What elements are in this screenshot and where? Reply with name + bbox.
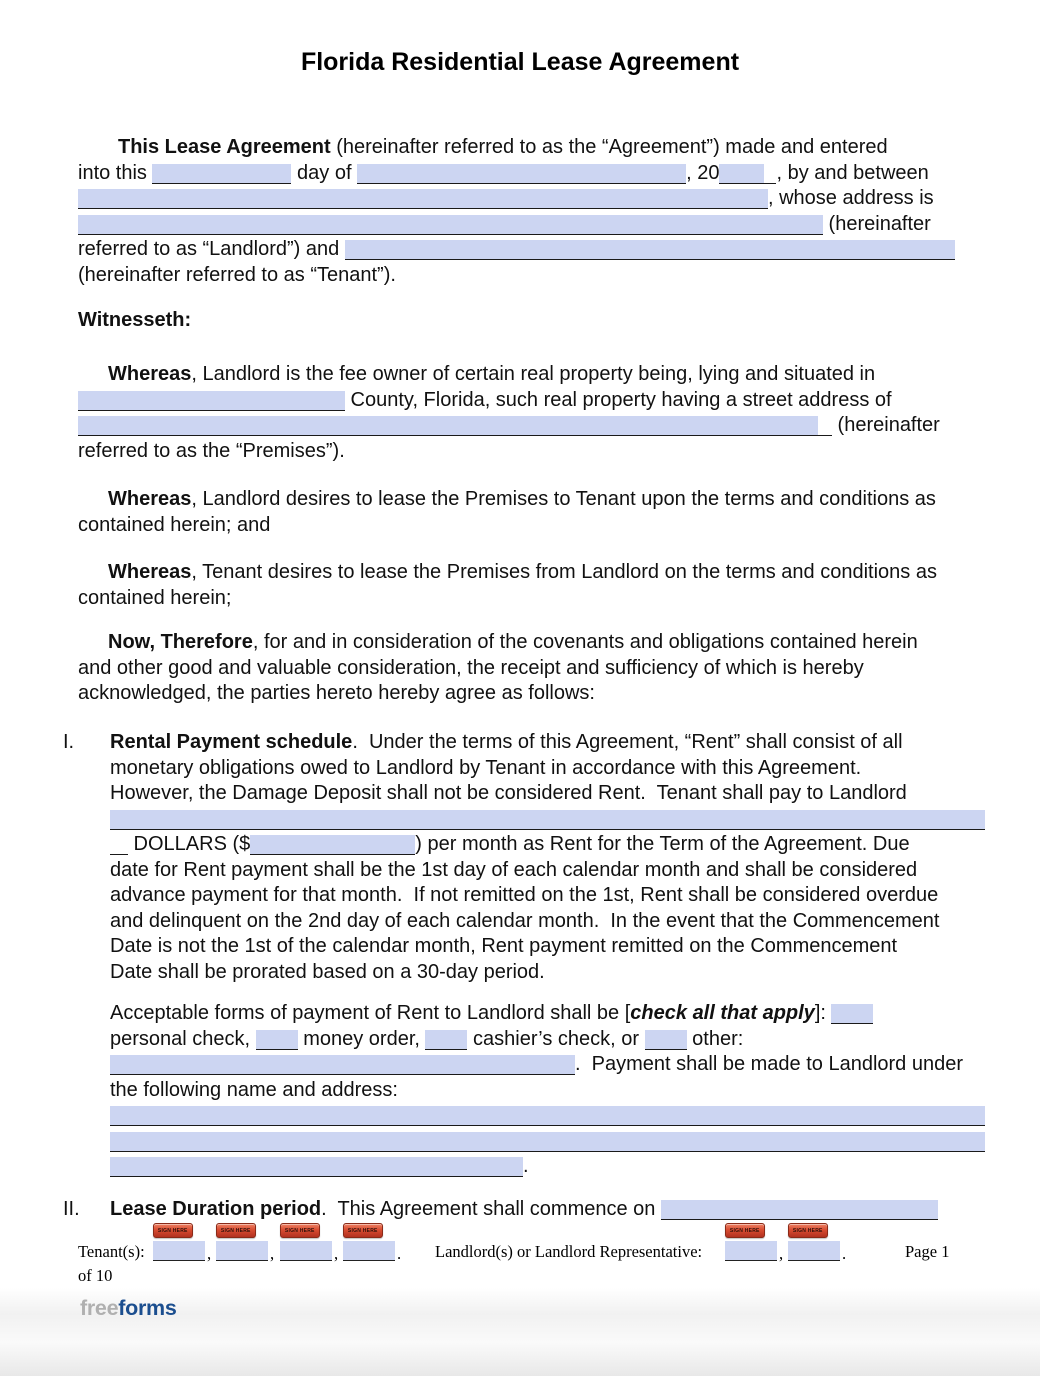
landlord-signature-field[interactable]	[725, 1227, 777, 1261]
page-number-continued: of 10	[78, 1266, 113, 1285]
text-line	[78, 656, 978, 682]
sign-here-tab-label: SIGN HERE	[730, 1227, 760, 1234]
fill-in-blank[interactable]	[78, 391, 345, 411]
text-line	[110, 858, 1010, 884]
text-line	[110, 1129, 1010, 1155]
fill-in-blank[interactable]	[78, 189, 768, 209]
text-line	[78, 413, 978, 439]
text-run: (hereinafter referred to as the “Agreement”) made and entered	[330, 136, 888, 158]
sign-here-tab[interactable]	[280, 1223, 320, 1238]
fill-in-blank[interactable]	[110, 810, 985, 830]
fill-in-blank[interactable]	[110, 1106, 985, 1126]
paragraph-now-therefore	[78, 630, 978, 707]
sign-here-tab[interactable]	[153, 1223, 193, 1238]
tenant-initials-label: Tenant(s):	[78, 1242, 145, 1261]
page-footer	[78, 1227, 962, 1294]
text-line	[110, 832, 1010, 858]
text-line	[110, 781, 1010, 807]
text-line	[78, 388, 978, 414]
fill-in-blank[interactable]	[256, 1030, 298, 1050]
text-run: Date is not the 1st of the calendar month, Rent payment remitted on the Commencement	[110, 935, 898, 957]
landlord-signature-label: Landlord(s) or Landlord Representative:	[435, 1242, 703, 1261]
text-line	[110, 960, 1010, 986]
text-line	[78, 237, 978, 263]
tenant-initials-field[interactable]	[343, 1227, 395, 1261]
text-run: , Landlord is the fee owner of certain real property being, lying and situated in	[191, 363, 876, 385]
text-run: money order,	[297, 1027, 426, 1050]
text-line	[78, 439, 978, 465]
fill-in-blank[interactable]	[645, 1030, 687, 1050]
section-rental-payment	[63, 730, 1010, 985]
section-number: II.	[63, 1198, 80, 1220]
text-line	[110, 1001, 1010, 1027]
text-run: . Payment shall be made to Landlord under	[575, 1053, 964, 1075]
section-lease-duration	[63, 1197, 1010, 1223]
text-run: contained herein; and	[78, 513, 271, 536]
paragraph-whereas-1	[78, 362, 978, 464]
sign-here-tab[interactable]	[725, 1223, 765, 1238]
text-run: day of	[291, 161, 358, 184]
text-line	[110, 1027, 1010, 1053]
text-run: , for and in consideration of the covenants and obligations contained herein	[252, 631, 918, 653]
fill-in-blank[interactable]	[110, 1055, 575, 1075]
text-run: Lease Duration period	[110, 1198, 322, 1220]
paragraph-whereas-2	[78, 487, 978, 538]
text-run: Whereas	[108, 488, 192, 510]
text-run: and delinquent on the 2nd day of each calendar month. In the event that the Commencement	[110, 909, 940, 932]
text-run: ]:	[814, 1002, 832, 1024]
text-run: advance payment for that month. If not remitted on the 1st, Rent shall be considered overdue	[110, 884, 939, 906]
page-number: Page 1	[905, 1242, 950, 1261]
paragraph-intro	[78, 135, 978, 288]
paragraph-whereas-3	[78, 560, 978, 611]
sign-here-tab-label: SIGN HERE	[348, 1227, 378, 1234]
fill-in-blank[interactable]	[661, 1200, 938, 1220]
paragraph-payment-forms	[110, 1001, 1010, 1180]
text-line	[110, 1078, 1010, 1104]
text-run: personal check,	[110, 1027, 256, 1050]
fill-in-blank[interactable]	[425, 1030, 467, 1050]
fill-in-blank[interactable]	[110, 1132, 985, 1152]
sign-here-tab[interactable]	[216, 1223, 256, 1238]
fill-in-blank[interactable]	[152, 164, 291, 184]
sign-here-tab-label: SIGN HERE	[221, 1227, 251, 1234]
sign-here-tab-label: SIGN HERE	[285, 1227, 315, 1234]
text-run: .	[523, 1155, 529, 1177]
text-line	[110, 730, 1010, 756]
text-run: Whereas	[108, 363, 192, 385]
text-line	[110, 909, 1010, 935]
text-run: , 20	[686, 161, 720, 184]
text-run: (hereinafter referred to as “Tenant”).	[78, 263, 396, 286]
tenant-initials-field[interactable]	[280, 1227, 332, 1261]
text-run: date for Rent payment shall be the 1st day of each calendar month and shall be considered	[110, 858, 918, 881]
text-line	[78, 560, 978, 586]
document-title: Florida Residential Lease Agreement	[300, 48, 740, 76]
text-run: ) per month as Rent for the Term of the Agreement. Due	[415, 833, 910, 855]
fill-in-blank[interactable]	[357, 164, 686, 184]
text-line	[78, 308, 978, 334]
separator: .	[842, 1244, 847, 1263]
logo-free: free	[80, 1296, 119, 1320]
fill-in-underline[interactable]	[110, 835, 128, 855]
text-run: Rental Payment schedule	[110, 731, 353, 753]
text-run: acknowledged, the parties hereto hereby agree as follows:	[78, 682, 595, 704]
text-run: and other good and valuable consideration, the receipt and sufficiency of which is hereby	[78, 656, 864, 679]
text-run: . This Agreement shall commence on	[321, 1198, 661, 1220]
text-run: into this	[78, 161, 153, 184]
text-line	[78, 586, 978, 612]
text-run: (hereinafter	[832, 414, 940, 436]
text-run: Acceptable forms of payment of Rent to Landlord shall be [	[110, 1002, 631, 1024]
text-line	[110, 1154, 1010, 1180]
text-run: Now, Therefore	[108, 631, 253, 653]
fill-in-blank[interactable]	[719, 164, 764, 184]
text-line	[110, 934, 1010, 960]
separator: ,	[207, 1244, 212, 1263]
text-line	[78, 630, 978, 656]
text-run: monetary obligations owed to Landlord by Tenant in accordance with this Agreement.	[110, 756, 862, 779]
text-run: , Tenant desires to lease the Premises from Landlord on the terms and conditions as	[191, 561, 937, 583]
separator: ,	[779, 1244, 784, 1263]
separator: ,	[334, 1244, 339, 1263]
text-run: check all that apply	[630, 1002, 815, 1024]
text-run: Whereas	[108, 561, 192, 583]
text-run: However, the Damage Deposit shall not be considered Rent. Tenant shall pay to Landlord	[110, 782, 907, 804]
text-run: other:	[686, 1027, 744, 1050]
text-line	[110, 1197, 1010, 1223]
section-number: I.	[63, 731, 75, 753]
text-line	[78, 135, 978, 161]
text-run: referred to as “Landlord”) and	[78, 238, 345, 260]
sign-here-tab-label: SIGN HERE	[793, 1227, 823, 1234]
text-line	[78, 513, 978, 539]
text-line	[110, 807, 1010, 833]
fill-in-blank[interactable]	[250, 835, 415, 855]
fill-in-blank[interactable]	[78, 215, 823, 235]
tenant-initials-field[interactable]	[216, 1227, 268, 1261]
text-run: contained herein;	[78, 586, 232, 609]
text-line	[78, 212, 978, 238]
text-run: cashier’s check, or	[467, 1027, 645, 1050]
text-run: (hereinafter	[823, 212, 931, 235]
text-run: Witnesseth:	[78, 309, 192, 331]
text-line	[78, 681, 978, 707]
fill-in-blank[interactable]	[831, 1004, 873, 1024]
text-run: , whose address is	[768, 187, 934, 209]
fill-in-blank[interactable]	[345, 240, 955, 260]
text-line	[110, 883, 1010, 909]
text-run: Date shall be prorated based on a 30-day period.	[110, 960, 545, 983]
separator: ,	[270, 1244, 275, 1263]
text-run: , Landlord desires to lease the Premises to Tenant upon the terms and conditions as	[191, 488, 936, 510]
sign-here-tab[interactable]	[343, 1223, 383, 1238]
text-line	[110, 756, 1010, 782]
text-run: . Under the terms of this Agreement, “Rent” shall consist of all	[352, 731, 903, 753]
text-line	[78, 263, 978, 289]
sign-here-tab-label: SIGN HERE	[158, 1227, 188, 1234]
fill-in-blank[interactable]	[78, 416, 818, 436]
text-run: DOLLARS ($	[128, 833, 251, 855]
text-run: County, Florida, such real property having a street address of	[345, 388, 892, 411]
text-run: , by and between	[776, 161, 929, 184]
text-line	[110, 1052, 1010, 1078]
text-line	[110, 1103, 1010, 1129]
freeforms-logo	[80, 1296, 176, 1321]
heading-witnesseth	[78, 308, 978, 334]
text-line	[78, 487, 978, 513]
text-run: This Lease Agreement	[118, 136, 331, 158]
text-line	[78, 362, 978, 388]
text-line	[78, 186, 978, 212]
text-run: referred to as the “Premises”).	[78, 439, 345, 462]
fill-in-blank[interactable]	[110, 1157, 523, 1177]
fill-in-underline[interactable]	[818, 416, 832, 436]
text-run: the following name and address:	[110, 1078, 398, 1101]
tenant-initials-field[interactable]	[153, 1227, 205, 1261]
logo-forms: forms	[118, 1296, 177, 1320]
text-line	[78, 161, 978, 187]
landlord-signature-field[interactable]	[788, 1227, 840, 1261]
fill-in-underline[interactable]	[764, 164, 776, 184]
sign-here-tab[interactable]	[788, 1223, 828, 1238]
separator: .	[397, 1244, 402, 1263]
